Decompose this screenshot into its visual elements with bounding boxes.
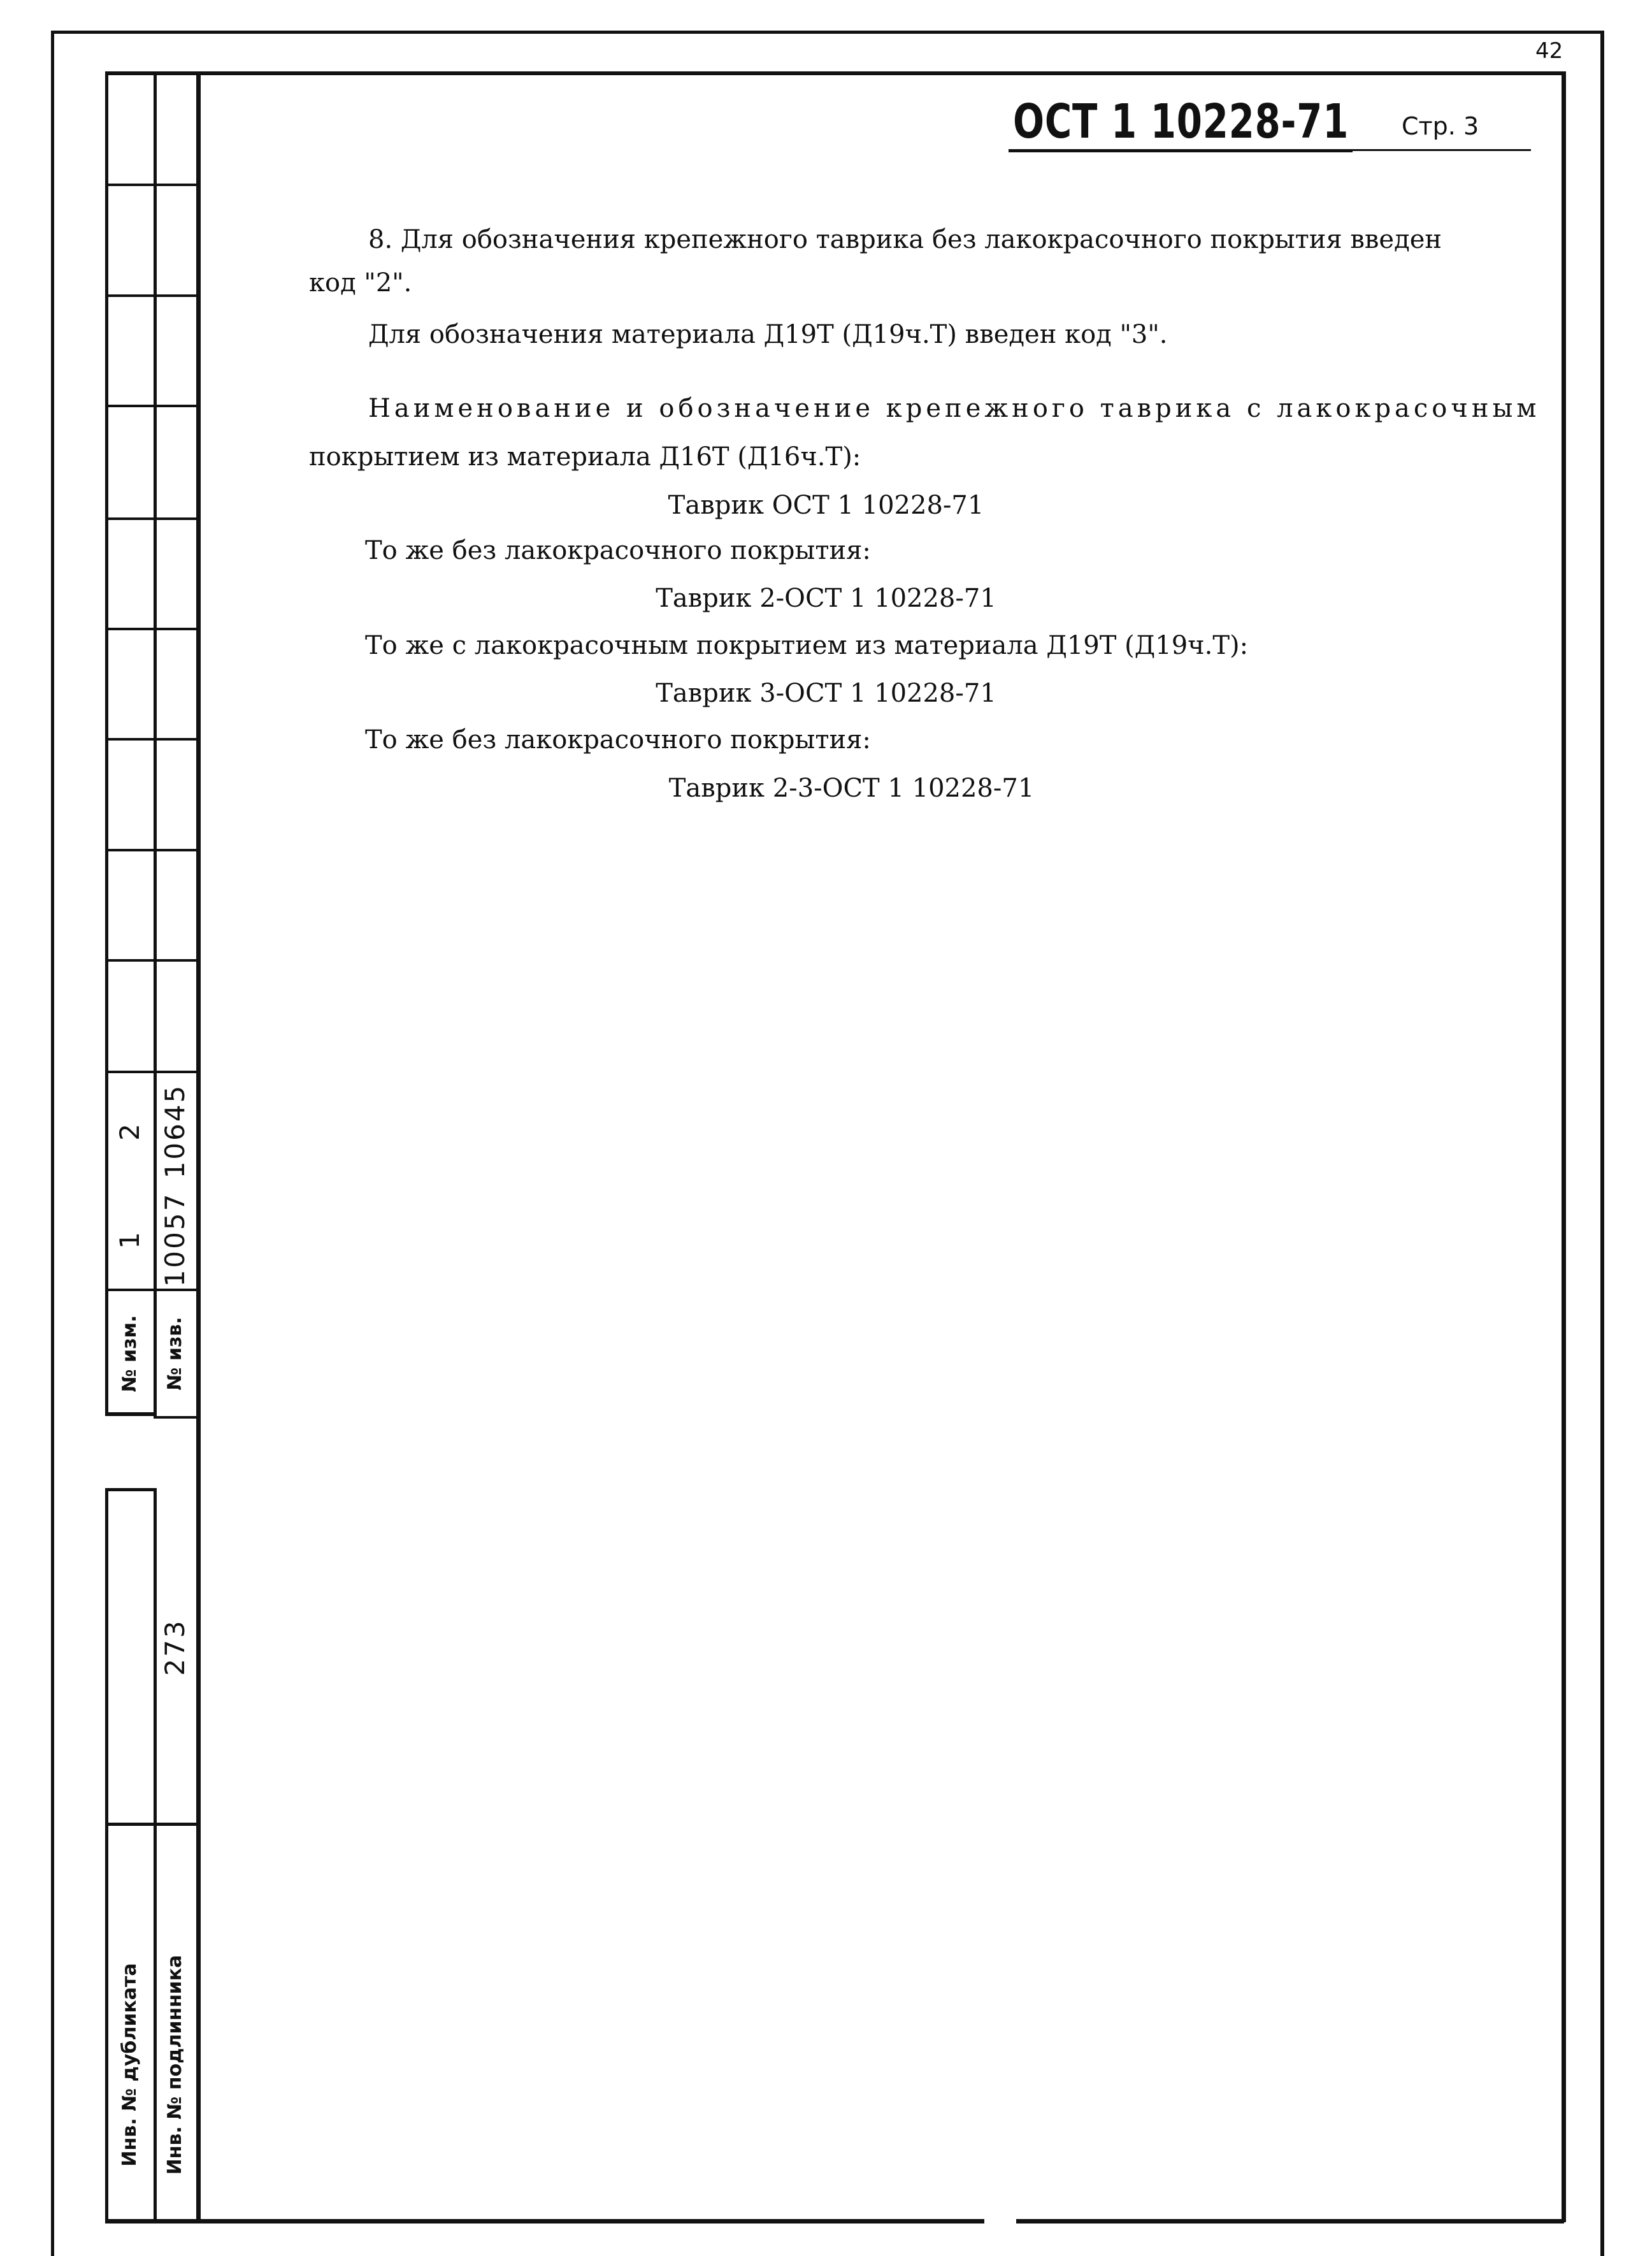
inner-frame-right: [1562, 71, 1566, 2222]
paragraph-material-code: Для обозначения материала Д19Т (Д19ч.Т) введен код "3".: [368, 320, 1168, 349]
side-table-left-lower: [105, 1488, 108, 2223]
side-row-line: [105, 184, 198, 186]
side-row-line: [105, 1289, 198, 1291]
designation-example-1: Таврик ОСТ 1 10228-71: [668, 491, 984, 520]
notice-number-1: 10057: [159, 1192, 190, 1287]
side-row-line: [105, 738, 198, 741]
paragraph-8-line-2: код "2".: [309, 268, 412, 298]
outer-border-left: [51, 31, 54, 2256]
content-border-left: [196, 71, 201, 2223]
change-number-2: 2: [114, 1122, 145, 1141]
side-table-left-upper: [105, 71, 108, 1413]
paragraph-no-coating-2: То же без лакокрасочного покрытия:: [365, 725, 871, 755]
change-number-1: 1: [114, 1230, 145, 1249]
outer-border-right: [1600, 31, 1604, 2256]
side-row-line: [105, 1071, 198, 1073]
side-row-line: [105, 959, 198, 962]
inventory-divider: [105, 1823, 198, 1826]
duplicate-inventory-label: Инв. № дубликата: [119, 1963, 141, 2167]
paragraph-8-line-1: 8. Для обозначения крепежного таврика без лакокрасочного покрытия введен: [368, 225, 1442, 254]
side-table-middle-upper: [154, 71, 157, 1416]
side-row-line-bottom: [105, 1412, 156, 1416]
page-label: Стр. 3: [1402, 112, 1479, 140]
header-underline-page: [1353, 149, 1531, 151]
document-code: ОСТ 1 10228-71: [1013, 94, 1349, 149]
paragraph-no-coating-1: То же без лакокрасочного покрытия:: [365, 536, 871, 565]
side-row-line: [105, 294, 198, 297]
header-underline-code: [1009, 149, 1353, 152]
side-row-line: [105, 405, 198, 407]
notice-number-header: № изв.: [164, 1317, 186, 1391]
designation-example-2: Таврик 2-ОСТ 1 10228-71: [656, 584, 996, 613]
outer-border-top: [51, 31, 1604, 34]
side-row-line: [105, 628, 198, 630]
change-number-header: № изм.: [119, 1315, 141, 1392]
side-table-middle-lower: [154, 1488, 157, 2223]
inner-frame-top: [105, 71, 1564, 75]
inner-frame-bottom-right: [1016, 2219, 1564, 2223]
sheet-number: 42: [1535, 38, 1563, 64]
original-inventory-label: Инв. № подлинника: [164, 1955, 186, 2175]
designation-example-4: Таврик 2-3-ОСТ 1 10228-71: [668, 774, 1035, 803]
paragraph-designation-line-2: покрытием из материала Д16Т (Д16ч.Т):: [309, 442, 861, 472]
side-row-line-bottom: [154, 1416, 198, 1419]
paragraph-designation-line-1: Наименование и обозначение крепежного таврика с лакокрасочным: [368, 394, 1541, 423]
designation-example-3: Таврик 3-ОСТ 1 10228-71: [656, 679, 996, 708]
inner-frame-bottom-left: [105, 2219, 984, 2223]
inventory-top-line: [105, 1488, 156, 1491]
original-inventory-value: 273: [159, 1619, 190, 1676]
notice-number-2: 10645: [159, 1083, 190, 1179]
paragraph-d19t-coating: То же с лакокрасочным покрытием из материала Д19Т (Д19ч.Т):: [365, 631, 1249, 660]
side-row-line: [105, 849, 198, 851]
